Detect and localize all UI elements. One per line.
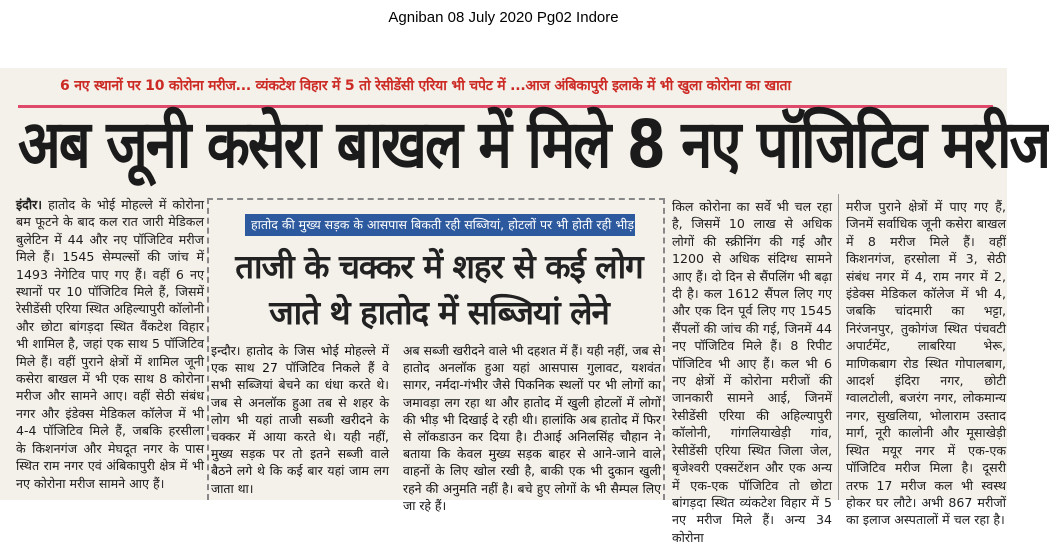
- newspaper-clipping: [0, 68, 1049, 545]
- box-column-b: [403, 342, 661, 513]
- box-column-a-text: इन्दौर। हातोद के जिस भोई मोहल्ले में एक साथ 27 पॉजिटिव निकले हैं वे सभी सब्जियां बेचने का धंधा करते थे। जब से अनलॉक हुआ तब से शहर के लोग भी यहां ताजी सब्जी खरीदने के चक्कर में आया करते थे। यही नहीं, मुख्य सड़क पर तो इतने सब्जी वाले बैठने लगे थे कि कई बार यहां जाम लग जाता था।: [211, 343, 389, 496]
- headline: अब जूनी कसेरा बाखल में मिले 8 नए पॉजिटिव मरीज: [18, 107, 1049, 184]
- left-column: [16, 196, 204, 500]
- box-column-a: [211, 342, 389, 500]
- right-column-2-text: मरीज पुराने क्षेत्रों में पाए गए हैं, जिनमें सर्वाधिक जूनी कसेरा बाखल में 8 मरीज मिले हैं। वहीं किशनगंज, हरसोला में 3, सेठी संबंध नगर में 4, राम नगर में 2, इंडेक्स मेडिकल कॉलेज में भी 4, जबकि चांदमारी का भट्टा, निरंजनपुर, तुकोगंज स्थित पंचवटी अपार्टमेंट, लाबरिया भेरू, माणिकबाग रोड स्थित गोपालबाग, आदर्श इंदिरा नगर, छोटी ग्वालटोली, बजरंग नगर, लोकमान्य नगर, सुखलिया, भोलाराम उस्ताद मार्ग, नूरी कालोनी और मूसाखेड़ी स्थित मयूर नगर में एक-एक पॉजिटिव मरीज मिला है। दूसरी तरफ 17 मरीज कल भी स्वस्थ होकर घर लौटे। अभी 867 मरीजों का इलाज अस्पतालों में चल रहा है।: [846, 199, 1006, 528]
- right-column-1-text: किल कोरोना का सर्वे भी चल रहा है, जिसमें 10 लाख से अधिक लोगों की स्क्रीनिंग की गई और 1200 से अधिक संदिग्ध सामने आए हैं। दो दिन से सैंपलिंग भी बढ़ा दी है। कल 1612 सैंपल लिए गए और एक दिन पूर्व लिए गए 1545 सैंपलों की जांच की गई, जिनमें 44 नए पॉजिटिव मिले हैं। 8 रिपीट पॉजिटिव भी आए हैं। कल भी 6 नए क्षेत्रों में कोरोना मरीजों की जानकारी सामने आई, जिनमें रेसीडेंसी एरिया की अहिल्यापुरी कॉलोनी, गांगलियाखेड़ी गांव, रेसीडेंसी एरिया स्थित जिला जेल, बृजेश्वरी एक्सटेंशन और एक अन्य में एक-एक पॉजिटिव तो छोटा बांगड़दा स्थित व्यंकटेश विहार में 5 नए मरीज मिले हैं। अन्य 34 कोरोना: [672, 199, 832, 545]
- column-divider: [838, 194, 839, 500]
- right-column-2: [846, 198, 1006, 528]
- box-deck-headline: ताजी के चक्कर में शहर से कई लोग जाते थे हातोद में सब्जियां लेने: [235, 247, 643, 332]
- page-caption: Agniban 08 July 2020 Pg02 Indore: [388, 9, 619, 26]
- sidebar-box: [207, 198, 665, 513]
- right-column-1: [672, 198, 832, 545]
- left-column-text: हातोद के भोई मोहल्ले में कोरोना बम फूटने के बाद कल रात जारी मेडिकल बुलेटिन में 44 और नए पॉजिटिव मरीज मिले हैं। 1545 सेम्पल्सों की जांच में 1493 नेगेटिव पाए गए हैं। वहीं 6 नए स्थानों पर 10 पॉजिटिव मिले हैं, जिसमें रेसीडेंसी एरिया स्थित अहिल्यापुरी कॉलोनी और छोटा बांगड़दा स्थित वैंकटेश विहार भी शामिल है, जहां एक साथ 5 पॉजिटिव मिले हैं। वहीं पुराने क्षेत्रों में शामिल जूनी कसेरा बाखल में भी एक साथ 8 कोरोना मरीज और सामने आए। वहीं सेठी संबंध नगर और इंडेक्स मेडिकल कॉलेज में भी 4-4 पॉजिटिव मिले हैं, जबकि हरसीला के किशनगंज और मेघदूत नगर के पास स्थित राम नगर एवं अंबिकापुरी क्षेत्र में भी नए कोरोना मरीज सामने आए हैं।: [16, 197, 204, 491]
- box-column-b-text: अब सब्जी खरीदने वाले भी दहशत में हैं। यही नहीं, जब से हातोद अनलॉक हुआ यहां आसपास गुलावट, यशवंत सागर, नर्मदा-गंभीर जैसे पिकनिक स्थलों पर भी लोगों का जमावड़ा लग रहा था और हातोद में खुली होटलों में लोगों की भीड़ भी दिखाई दे रही थी। हालांकि अब हातोद में फिर से लॉकडाउन कर दिया है। टीआई अनिलसिंह चौहान ने बताया कि केवल मुख्य सड़क बाहर से आने-जाने वाले वाहनों के लिए खोल रखी है, बाकी एक भी दुकान खुली रहने की अनुमति नहीं है। बचे हुए लोगों के भी सैम्पल लिए जा रहे हैं।: [403, 343, 661, 513]
- dateline: इंदौर।: [16, 197, 43, 212]
- kicker-line: 6 नए स्थानों पर 10 कोरोना मरीज... व्यंकटेश विहार में 5 तो रेसीडेंसी एरिया भी चपेट में ...आज अंबिकापुरी इलाके में भी खुला कोरोना का खाता: [60, 78, 791, 94]
- box-subhead: हातोद की मुख्य सड़क के आसपास बिकती रही सब्जियां, होटलों पर भी होती रही भीड़: [245, 214, 635, 236]
